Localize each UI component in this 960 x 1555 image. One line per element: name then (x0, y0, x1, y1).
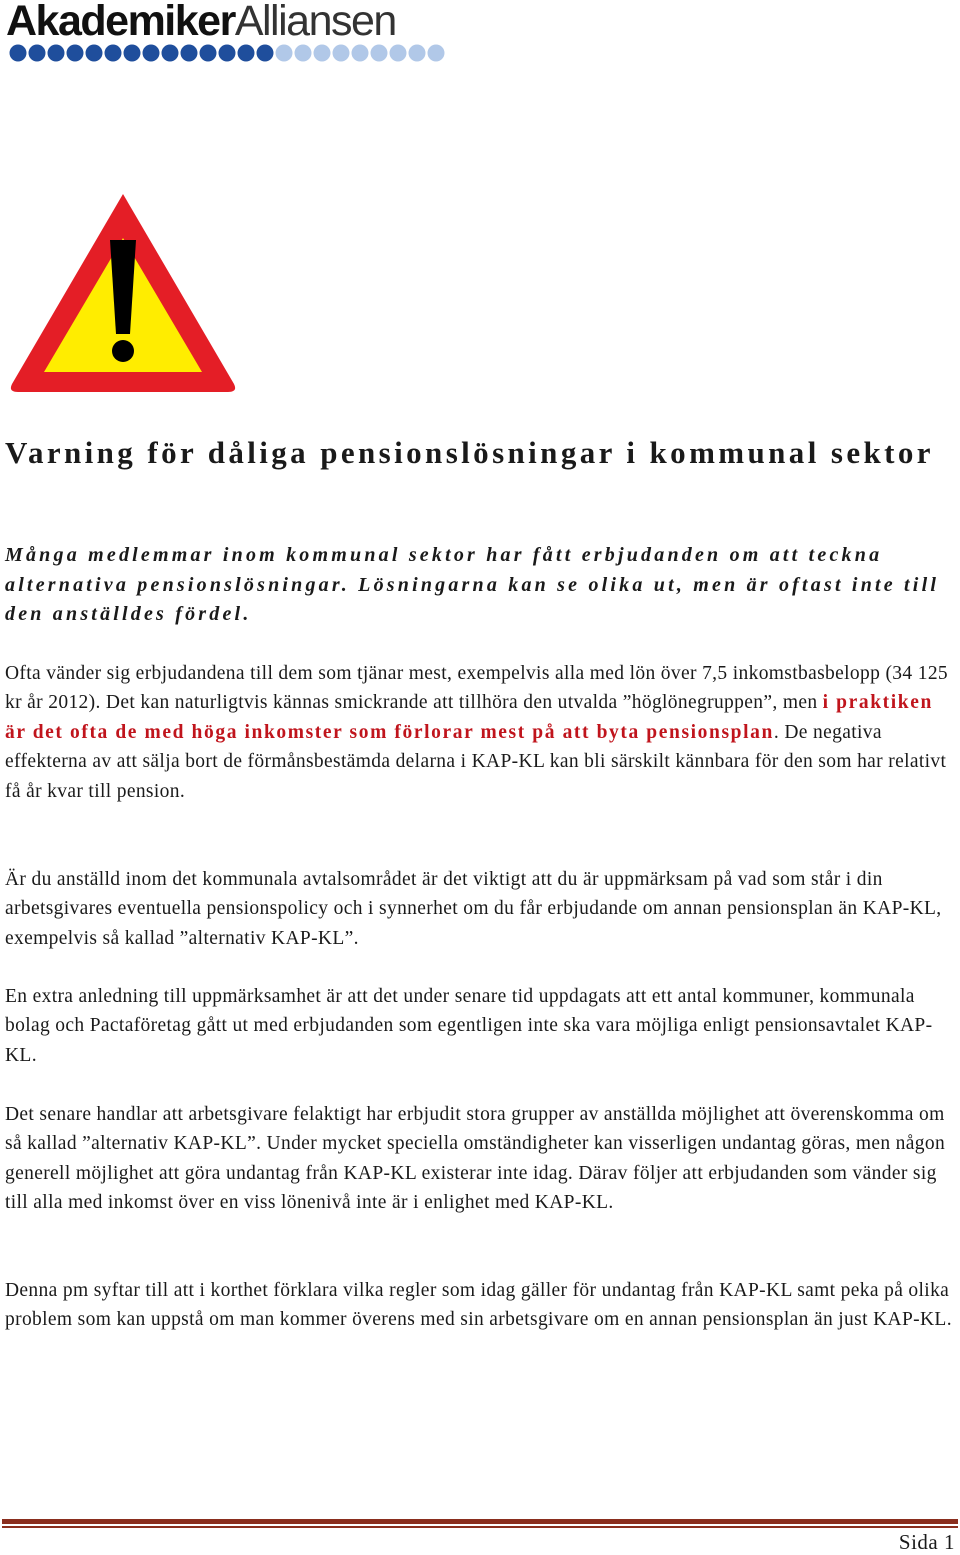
paragraph-4: Det senare handlar att arbetsgivare felaktigt har erbjudit stora grupper av anställda möjlighet att överenskomma om så kallad ”alternativ KAP-KL”. Under mycket speciella omständigheter kan visserligen undantag göras, men någon generell möjlighet att göra undantag från KAP-KL existerar inte idag. Därav följer att erbjudanden som vänder sig till alla med inkomst över en viss lönenivå inte är i enlighet med KAP-KL. (5, 1104, 946, 1214)
logo-dot (333, 45, 350, 62)
paragraph-1 (5, 659, 955, 806)
logo-dot (428, 45, 445, 62)
paragraph-3: En extra anledning till uppmärksamhet är att det under senare tid uppdagats att ett antal kommuner, kommunala bolag och Pactaföretag gått ut med erbjudanden som egentligen inte ska vara möjliga enligt pensionsavtalet KAP-KL. (5, 986, 933, 1066)
page-title: Varning för dåliga pensionslösningar i kommunal sektor (5, 435, 934, 470)
logo-dot (352, 45, 369, 62)
logo-dot (162, 45, 179, 62)
footer-divider (2, 1519, 958, 1528)
logo-dot (276, 45, 293, 62)
paragraph-2: Är du anställd inom det kommunala avtalsområdet är det viktigt att du är uppmärksam på vad som står i din arbetsgivares eventuella pensionspolicy och i synnerhet om du får erbjudande om annan pensionsplan än KAP-KL, exempelvis så kallad ”alternativ KAP-KL”. (5, 869, 942, 949)
logo-dot (48, 45, 65, 62)
logo-wordmark-part1: Akademiker (6, 0, 235, 45)
logo-dot (409, 45, 426, 62)
logo-dot (86, 45, 103, 62)
page-number: Sida 1 (898, 1530, 955, 1554)
footer-divider-thin (2, 1526, 958, 1528)
logo-dot (67, 45, 84, 62)
logo-dot (238, 45, 255, 62)
logo-dot (181, 45, 198, 62)
logo-dot (371, 45, 388, 62)
footer-divider-thick (2, 1519, 958, 1524)
lead-paragraph: Många medlemmar inom kommunal sektor har fått erbjudanden om att teckna alternativa pensionslösningar. Lösningarna kan se olika ut, men är oftast inte till den anställdes fördel. (5, 544, 940, 625)
paragraph-1-text-before: Ofta vänder sig erbjudandena till dem som tjänar mest, exempelvis alla med lön över 7,5 inkomstbasbelopp (34 125 kr år 2012). Det kan naturligtvis kännas smickrande att tillhöra den utvalda ”höglönegruppen”, men (5, 663, 949, 714)
paragraph-1-highlight: i praktiken är det ofta de med höga inkomster som förlorar mest på att byta pensionsplan (5, 692, 933, 743)
logo-dot (10, 45, 27, 62)
logo-dots-icon (8, 42, 448, 64)
logo-dot (143, 45, 160, 62)
paragraph-5: Denna pm syftar till att i korthet förklara vilka regler som idag gäller för undantag från KAP-KL samt peka på olika problem som kan uppstå om man kommer överens med sin arbetsgivare om en annan pensionsplan än just KAP-KL. (5, 1280, 952, 1331)
logo-dot (295, 45, 312, 62)
logo-dot (219, 45, 236, 62)
logo-wordmark (6, 0, 396, 46)
logo-dot (390, 45, 407, 62)
logo-dot (200, 45, 217, 62)
logo-dot (257, 45, 274, 62)
exclamation-dot (112, 340, 134, 362)
paragraph-1-text-after: . De negativa effekterna av att sälja bort de förmånsbestämda delarna i KAP-KL kan bli särskilt kännbara för den som har relativt få år kvar till pension. (5, 721, 947, 802)
logo-dot (105, 45, 122, 62)
logo-dot (314, 45, 331, 62)
logo-dot (29, 45, 46, 62)
warning-triangle-icon (6, 188, 240, 398)
organization-logo (6, 0, 446, 70)
logo-wordmark-part2: Alliansen (234, 0, 396, 45)
logo-dot (124, 45, 141, 62)
